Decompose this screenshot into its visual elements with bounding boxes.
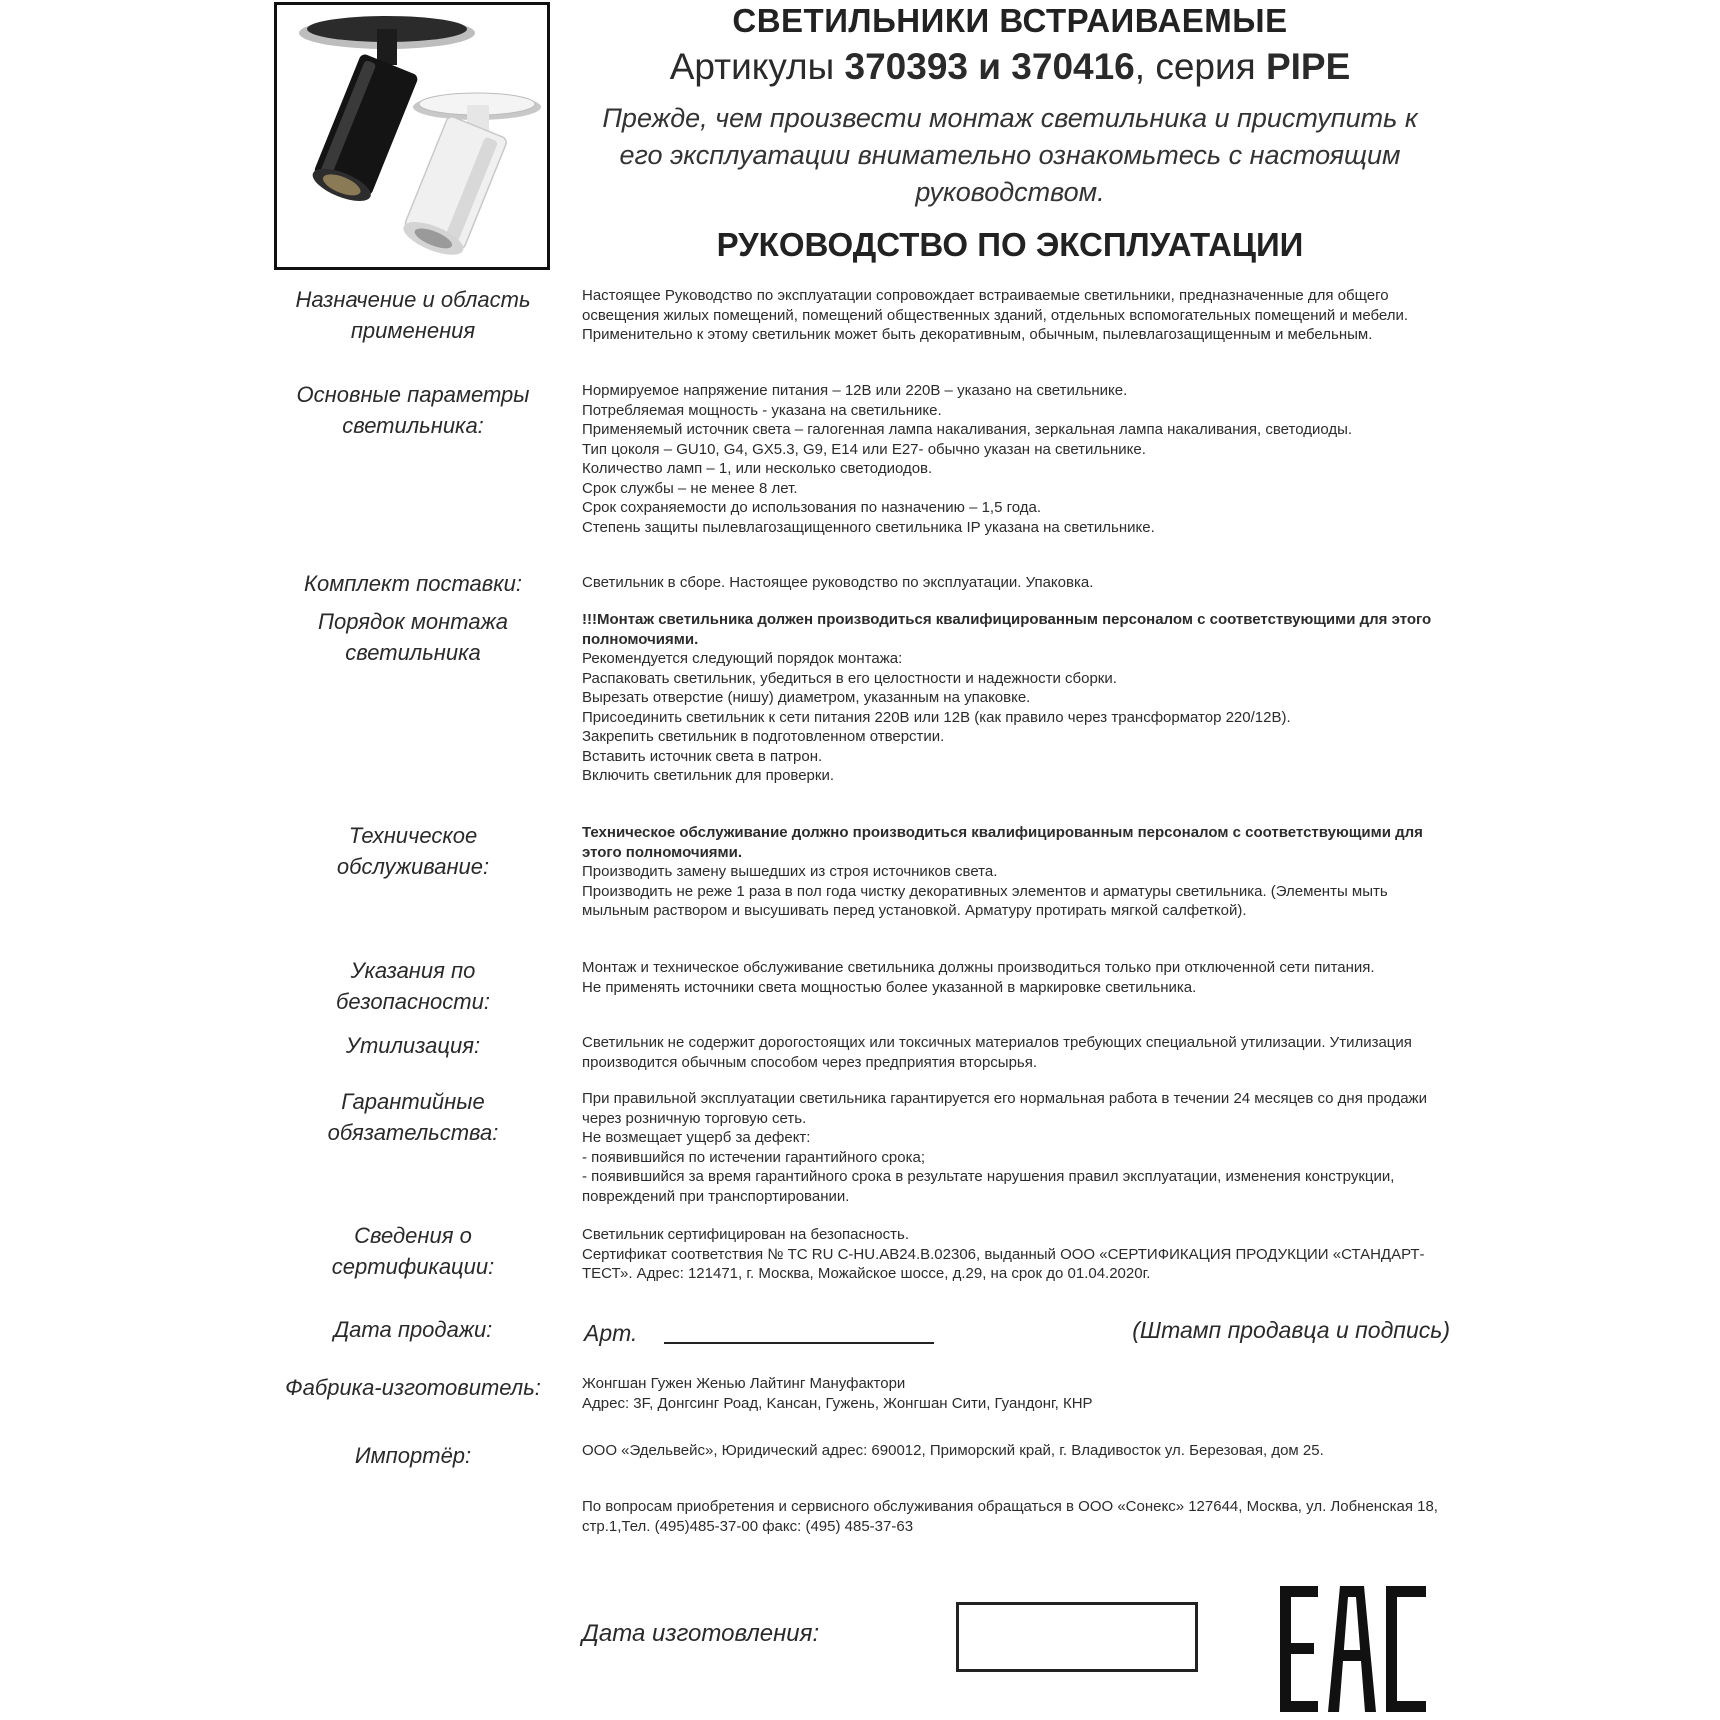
body-line: Адрес: 3F, Донгсинг Роад, Kансан, Гужень, Жонгшан Сити, Гуандонг, КНР bbox=[582, 1394, 1093, 1412]
article-field-line bbox=[664, 1342, 934, 1344]
body-line: Применяемый источник света – галогенная лампа накаливания, зеркальная лампа накаливания, светодиоды. bbox=[582, 421, 1353, 438]
body-line: - появившийся по истечении гарантийного срока; bbox=[582, 1148, 926, 1166]
intro-warning: Прежде, чем произвести монтаж светильника и приступить к его эксплуатации внимательно ознакомьтесь с настоящим руководством. bbox=[602, 103, 1418, 207]
section-label-sale: Дата продажи: bbox=[333, 1317, 493, 1342]
section-body-warranty bbox=[582, 1089, 1440, 1206]
body-line: Нормируемое напряжение питания – 12В или 220В – указано на светильнике. bbox=[582, 382, 1128, 399]
subtitle-prefix: Артикулы bbox=[669, 46, 845, 87]
body-line: Срок службы – не менее 8 лет. bbox=[582, 479, 798, 497]
article-numbers: 370393 и 370416 bbox=[844, 46, 1135, 87]
document-subtitle bbox=[580, 46, 1440, 88]
section-body-contacts bbox=[582, 1497, 1440, 1536]
body-line: Не возмещает ущерб за дефект: bbox=[582, 1129, 811, 1146]
body-line: Срок сохраняемости до использования по назначению – 1,5 года. bbox=[582, 499, 1042, 516]
body-line: Рекомендуется следующий порядок монтажа: bbox=[582, 650, 903, 667]
body-line: Потребляемая мощность - указана на светильнике. bbox=[582, 401, 942, 419]
section-label-disposal: Утилизация: bbox=[345, 1033, 481, 1058]
section-label-install: Порядок монтажа светильника bbox=[318, 609, 508, 665]
body-line: Не применять источники света мощностью более указанной в маркировке светильника. bbox=[582, 978, 1197, 996]
stamp-signature-label: (Штамп продавца и подпись) bbox=[1132, 1317, 1450, 1343]
section-label-factory: Фабрика-изготовитель: bbox=[285, 1375, 541, 1400]
subtitle-mid: , серия bbox=[1134, 46, 1266, 87]
body-line: Тип цоколя – GU10, G4, GX5.3, G9, E14 или E27- обычно указан на светильнике. bbox=[582, 440, 1146, 458]
section-label-safety: Указания по безопасности: bbox=[336, 958, 490, 1014]
section-body-kit bbox=[582, 573, 1440, 593]
section-body-purpose bbox=[582, 286, 1440, 345]
body-line: Производить замену вышедших из строя источников света. bbox=[582, 863, 998, 880]
guide-title: РУКОВОДСТВО ПО ЭКСПЛУАТАЦИИ bbox=[716, 226, 1304, 263]
body-line: Светильник сертифицирован на безопасность. bbox=[582, 1226, 909, 1243]
body-line-bold: !!!Монтаж светильника должен производиться квалифицированным персоналом с соответствующими для этого полномочиями. bbox=[582, 611, 1432, 648]
section-label-purpose: Назначение и область применения bbox=[295, 287, 531, 343]
body-line: Жонгшан Гужен Женью Лайтинг Мануфактори bbox=[582, 1375, 906, 1392]
section-body-certification bbox=[582, 1225, 1440, 1284]
manufacture-date-box bbox=[956, 1602, 1198, 1672]
section-body-install bbox=[582, 610, 1440, 786]
section-body-params bbox=[582, 381, 1440, 537]
body-line: Закрепить светильник в подготовленном отверстии. bbox=[582, 728, 945, 745]
body-line: Количество ламп – 1, или несколько светодиодов. bbox=[582, 460, 933, 477]
body-line: При правильной эксплуатации светильника гарантируется его нормальная работа в течении 24 месяцев со дня продажи через розничную торговую сеть. bbox=[582, 1090, 1427, 1127]
series-name: PIPE bbox=[1265, 46, 1351, 87]
body-line: ООО «Эдельвейс», Юридический адрес: 690012, Приморский край, г. Владивосток ул. Березовая, дом 25. bbox=[582, 1442, 1324, 1459]
document-title: СВЕТИЛЬНИКИ ВСТРАИВАЕМЫЕ bbox=[732, 2, 1288, 39]
body-line: Включить светильник для проверки. bbox=[582, 767, 835, 784]
body-line: Сертификат соответствия № ТС RU С-HU.АВ24.В.02306, выданный ООО «СЕРТИФИКАЦИЯ ПРОДУКЦИИ «СТАНДАРТ-ТЕСТ». Адрес: 121471, г. Москва, Можайское шоссе, д.29, на срок до 01.04.2020г. bbox=[582, 1245, 1425, 1282]
product-photo-spotlights-icon bbox=[277, 5, 547, 267]
section-body-disposal bbox=[582, 1033, 1440, 1072]
body-line: Производить не реже 1 раза в пол года чистку декоративных элементов и арматуры светильника. (Элементы мыть мыльным раствором и высушивать перед установкой. Арматуру протирать мягкой салфеткой). bbox=[582, 882, 1388, 919]
product-photo bbox=[274, 2, 550, 270]
body-line: Светильник не содержит дорогостоящих или токсичных материалов требующих специальной утилизации. Утилизация производится обычным способом через предприятия вторсырья. bbox=[582, 1034, 1412, 1071]
eac-icon bbox=[1278, 1584, 1428, 1714]
section-label-importer: Импортёр: bbox=[354, 1443, 472, 1468]
section-body-safety bbox=[582, 958, 1440, 997]
body-line: - появившийся за время гарантийного срока в результате нарушения правил эксплуатации, изменения конструкции, повреждений при транспортировании. bbox=[582, 1168, 1395, 1205]
section-label-service: Техническое обслуживание: bbox=[336, 823, 490, 879]
body-line: По вопросам приобретения и сервисного обслуживания обращаться в ООО «Сонекс» 127644, Москва, ул. Лобненская 18, стр.1,Тел. (495)485-37-00 факс: (495) 485-37-63 bbox=[582, 1498, 1438, 1535]
manufacture-date-label: Дата изготовления: bbox=[582, 1620, 820, 1647]
section-body-factory bbox=[582, 1374, 1440, 1413]
body-line: Вставить источник света в патрон. bbox=[582, 747, 823, 765]
section-label-warranty: Гарантийные обязательства: bbox=[327, 1089, 499, 1145]
section-label-certification: Сведения о сертификации: bbox=[331, 1223, 495, 1279]
section-label-kit: Комплект поставки: bbox=[304, 571, 522, 596]
section-body-service bbox=[582, 823, 1440, 921]
article-field-label: Арт. bbox=[584, 1320, 638, 1346]
body-line: Монтаж и техническое обслуживание светильника должны производиться только при отключенной сети питания. bbox=[582, 959, 1375, 976]
body-line: Вырезать отверстие (нишу) диаметром, указанным на упаковке. bbox=[582, 689, 1031, 706]
body-line: Распаковать светильник, убедиться в его целостности и надежности сборки. bbox=[582, 669, 1117, 687]
body-line-bold: Техническое обслуживание должно производиться квалифицированным персоналом с соответствующими для этого полномочиями. bbox=[582, 824, 1423, 861]
body-line: Светильник в сборе. Настоящее руководство по эксплуатации. Упаковка. bbox=[582, 574, 1094, 591]
section-body-importer bbox=[582, 1441, 1440, 1461]
body-line: Степень защиты пылевлагозащищенного светильника IP указана на светильнике. bbox=[582, 518, 1155, 536]
body-line: Настоящее Руководство по эксплуатации сопровождает встраиваемые светильники, предназначенные для общего освещения жилых помещений, помещений общественных зданий, отдельных вспомогательных помещений и мебели. Применительно к этому светильник может быть декоративным, обычным, пылевлагозащищенным и мебельным. bbox=[582, 287, 1409, 343]
body-line: Присоединить светильник к сети питания 220В или 12В (как правило через трансформатор 220/12В). bbox=[582, 708, 1291, 726]
section-label-params: Основные параметры светильника: bbox=[296, 382, 530, 438]
eac-mark-logo bbox=[1278, 1584, 1428, 1714]
